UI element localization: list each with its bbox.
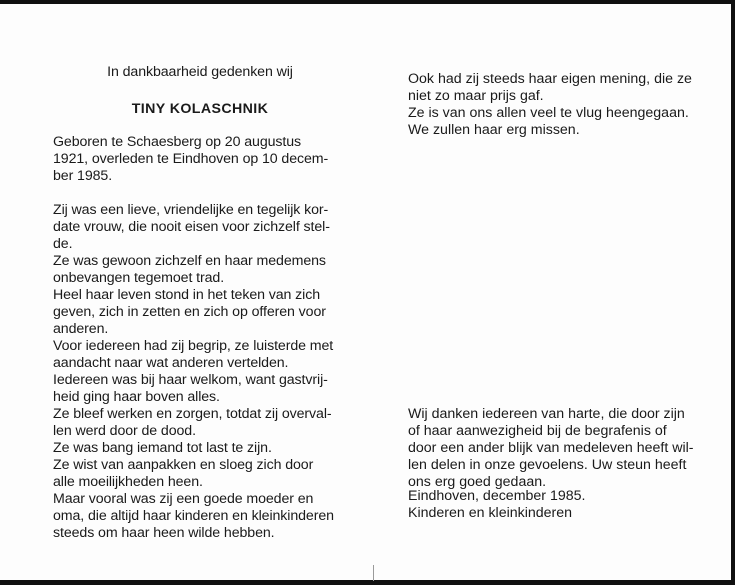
text-line: anderen. xyxy=(53,321,109,337)
text-line: ons erg goed gedaan. xyxy=(408,474,547,490)
signed-by: Kinderen en kleinkinderen xyxy=(408,505,573,521)
signature-block xyxy=(408,488,701,522)
scan-edge-right xyxy=(731,0,735,585)
text-line: of haar aanwezigheid bij de begrafenis of xyxy=(408,423,667,439)
text-line: Maar vooral was zij een goede moeder en xyxy=(53,491,314,507)
text-line: 1921, overleden te Eindhoven op 10 decem- xyxy=(53,151,329,167)
text-line: de. xyxy=(53,236,73,252)
text-line: Ook had zij steeds haar eigen mening, die ze xyxy=(408,71,692,87)
text-line: Wij danken iedereen van harte, die door zijn xyxy=(408,406,685,422)
text-line: steeds om haar heen wilde hebben. xyxy=(53,525,275,541)
deceased-name: TINY KOLASCHNIK xyxy=(131,101,269,117)
text-line: date vrouw, die nooit eisen voor zichzelf stel- xyxy=(53,219,330,235)
thanks-paragraph xyxy=(408,406,701,491)
text-line: We zullen haar erg missen. xyxy=(408,122,580,138)
text-line: onbevangen tegemoet trad. xyxy=(53,270,225,286)
text-line: Ze was gewoon zichzelf en haar medemens xyxy=(53,253,326,269)
text-line: Ze was bang iemand tot last te zijn. xyxy=(53,440,272,456)
scan-edge-top xyxy=(0,0,735,4)
text-line: Iedereen was bij haar welkom, want gastvrij- xyxy=(53,372,328,388)
text-line: ber 1985. xyxy=(53,168,113,184)
text-line: Heel haar leven stond in het teken van zich xyxy=(53,287,321,303)
text-line: geven, zich in zetten en zich op offeren voor xyxy=(53,304,326,320)
text-line: oma, die altijd haar kinderen en kleinkinderen xyxy=(53,508,334,524)
text-line: Ze wist van aanpakken en sloeg zich door xyxy=(53,457,314,473)
text-line: alle moeilijkheden heen. xyxy=(53,474,203,490)
tribute-paragraph xyxy=(53,202,375,542)
text-line: len delen in onze gevoelens. Uw steun heeft xyxy=(408,457,687,473)
scan-edge-bottom xyxy=(0,580,735,585)
text-line: niet zo maar prijs gaf. xyxy=(408,88,544,104)
text-line: Zij was een lieve, vriendelijke en tegelijk kor- xyxy=(53,202,329,218)
intro-text: In dankbaarheid gedenken wij xyxy=(107,64,293,80)
birth-death-paragraph xyxy=(53,134,375,185)
text-line: door een ander blijk van medeleven heeft wil- xyxy=(408,440,694,456)
fold-mark xyxy=(373,565,374,581)
text-line: Ze is van ons allen veel te vlug heengegaan. xyxy=(408,105,689,121)
place-date: Eindhoven, december 1985. xyxy=(408,488,586,504)
text-line: Geboren te Schaesberg op 20 augustus xyxy=(53,134,302,150)
right-top-paragraph xyxy=(408,71,698,139)
text-line: len werd door de dood. xyxy=(53,423,196,439)
text-line: Ze bleef werken en zorgen, totdat zij overval- xyxy=(53,406,332,422)
text-line: aandacht naar wat anderen vertelden. xyxy=(53,355,289,371)
text-line: heid ging haar boven alles. xyxy=(53,389,220,405)
text-line: Voor iedereen had zij begrip, ze luisterde met xyxy=(53,338,334,354)
left-page xyxy=(53,64,375,542)
